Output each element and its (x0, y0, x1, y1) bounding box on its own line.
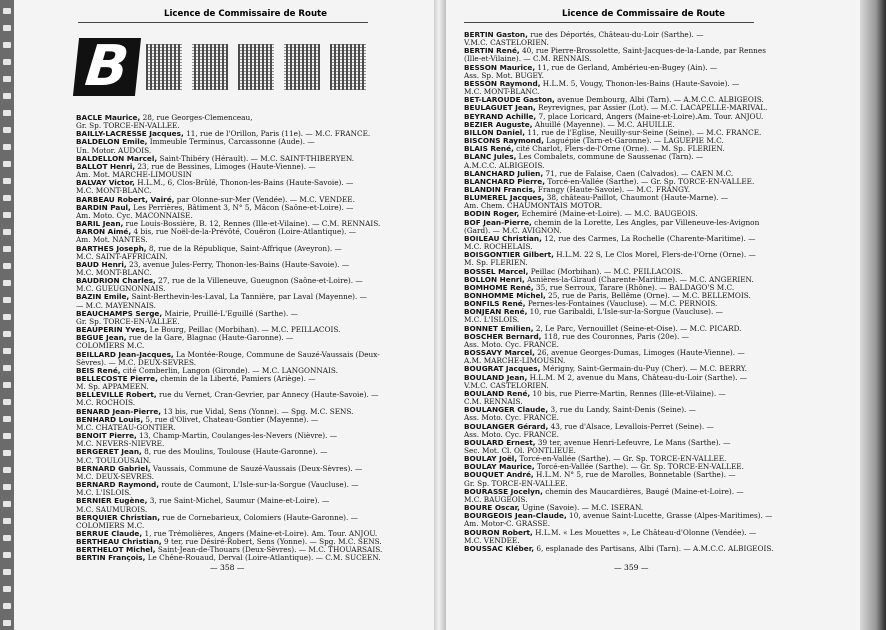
entry-detail: 25, rue de Paris, Bellême (Orne). — M.C. BELLEMOIS. (545, 291, 751, 300)
binder-hole (3, 535, 11, 541)
entry-detail: Ass. Moto. Cyc. FRANCE. (464, 429, 559, 439)
entry-detail: H.L.M., 6, Clos-Brûlé, Thonon-les-Bains (Haute-Savoie). — (134, 178, 354, 188)
entry-name: BALDELLON Marcel, (76, 153, 158, 163)
entry-line (76, 554, 426, 562)
entry-detail: rue de Cornebarieux, Colomiers (Haute-Garonne). — (160, 512, 358, 522)
binder-hole (3, 416, 11, 422)
entry-name: BALLOT Henri, (76, 161, 136, 171)
entry-detail: 8, rue des Moulins, Toulouse (Haute-Garonne). — (141, 447, 328, 457)
entry-detail: Les Perrières, Bâtiment 3, N° 5, Mâcon (Saône-et-Loire). — (130, 202, 354, 212)
entry-detail: Ass. Moto. Cyc. FRANCE. (464, 339, 559, 349)
entry-name: BOULANGER Gérard, (464, 421, 549, 431)
entry-detail: M.C. NEVERS-NIEVRE. (76, 439, 165, 449)
header-rule (464, 22, 754, 23)
entry-detail: 39 ter, avenue Henri-Lefeuvre, Le Mans (Sarthe). — (535, 437, 731, 447)
binder-hole (3, 246, 11, 252)
binder-hole (3, 280, 11, 286)
entry-name: BEIS René, (76, 365, 121, 375)
entry-name: BOILEAU Christian, (464, 233, 542, 243)
entry-name: BERNARD Raymond, (76, 480, 160, 490)
entry-name: BENARD Jean-Pierre, (76, 406, 162, 416)
entry-detail: route de Caumont, L'Isle-sur-la-Sorgue (Vaucluse). — (159, 480, 359, 490)
entry-detail: Gr. Sp. TORCE-EN-VALLEE. (76, 121, 180, 131)
entry-detail: A.M. MARCHE-LIMOUSIN. (464, 356, 566, 366)
entry-detail: Peillac (Morbihan). — M.C. PEILLACOIS. (528, 266, 683, 276)
entry-name: BEYRAND Achille, (464, 111, 537, 121)
entry-detail: H.L.M. M 2, avenue du Mans, Château-du-Loir (Sarthe). — (527, 372, 748, 382)
entry-detail: M.C. SAUMUROIS. (76, 504, 148, 514)
entry-detail: M.C. TOULOUSAIN. (76, 455, 152, 465)
entry-detail: M.C. MONT-BLANC. (76, 267, 152, 277)
entry-name: BLUMEREL Jacques, (464, 193, 545, 203)
entry-name: BLANCHARD Julien, (464, 168, 544, 178)
entry-detail: V.M.C. CASTELORIEN. (464, 38, 549, 48)
entry-detail: Saint-Thibéry (Hérault). — M.C. SAINT-THIBERYEN. (157, 153, 355, 163)
entry-detail: 118, rue des Couronnes, Paris (20e). — (541, 331, 689, 341)
entry-detail: Mairie, Pruillé-L'Eguillé (Sarthe). — (162, 308, 298, 318)
entry-detail: Laguépie (Tarn-et-Garonne). — LAGUEPIE M.C. (543, 136, 724, 146)
entry-detail: Am. Mot. NANTES. (76, 235, 148, 245)
entry-name: BOULARD Ernest, (464, 437, 536, 447)
entry-name: BOULAY Maurice, (464, 462, 535, 472)
entry-detail: M. Sp. FLERIEN. (464, 258, 528, 268)
entry-name: BESSON Raymond, (464, 78, 541, 88)
entry-detail: M.C. L'ISLOIS. (76, 488, 132, 498)
entry-name: BOUQUET André, (464, 470, 534, 480)
header-rule (78, 22, 368, 23)
entry-detail: Ass. Sp. Mot. BUGEY. (464, 70, 545, 80)
entry-detail: M.C. MONT-BLANC. (464, 87, 540, 97)
entry-detail: Pernes-les-Fontaines (Vaucluse). — M.C. PERNOIS. (525, 299, 718, 309)
entry-name: BAUD Henri, (76, 259, 127, 269)
entry-detail: H.L.M. 22 S, Le Clos Morel, Flers-de-l'Orne (Orne). — (553, 250, 756, 260)
entry-detail: 71, rue de Falaise, Caen (Calvados). — CAEN M.C. (543, 168, 734, 178)
page-edge-shadow (860, 0, 886, 630)
entry-detail: Le Chêne-Rouaud, Derval (Loire-Atlantique). — C.M. SUCEEN. (145, 553, 381, 563)
entry-detail: Ass. Moto. Cyc. FRANCE. (464, 413, 559, 423)
entry-name: BESSON Maurice, (464, 62, 536, 72)
entry-detail: chemin de la Lorette, Les Angles, par Villeneuve-les-Avignon (531, 217, 760, 227)
entry-detail: H.L.M. « Les Mouettes », Le Château-d'Olonne (Vendée). — (532, 527, 757, 537)
entry-detail: 5, rue d'Olivet, Chateau-Gontier (Mayenne). — (143, 414, 319, 424)
entry-detail: M.C. L'ISLOIS. (464, 315, 520, 325)
entry-detail: 7, place Loricard, Angers (Maine-et-Loire).Am. Tour. ANJOU. (536, 111, 764, 121)
binder-hole (3, 518, 11, 524)
entry-detail: M.C. ROCHOIS. (76, 398, 136, 408)
entry-detail: 35, rue Serroux, Tarare (Rhône). — BALDAGO'S M.C. (533, 282, 735, 292)
entry-detail: Gr. Sp. TORCE-EN-VALLEE. (76, 316, 180, 326)
binder-hole (3, 59, 11, 65)
binder-hole (3, 399, 11, 405)
entry-detail: M.C. BAUGEOIS. (464, 494, 528, 504)
binder-hole (3, 433, 11, 439)
book-gutter (434, 0, 446, 630)
entry-name: BELLECOSTE Pierre, (76, 374, 158, 383)
entry-name: BOUGRAT Jacques, (464, 364, 541, 374)
binder-hole (3, 382, 11, 388)
entry-detail: 26, avenue Georges-Dumas, Limoges (Haute-Vienne). — (534, 348, 745, 358)
left-page (14, 0, 434, 630)
entry-detail: rue Louis-Bossière, B. 12, Rennes (Ille-et-Vilaine). — C.M. RENNAIS. (123, 219, 381, 229)
entry-detail: rue du Vernet, Cran-Gevrier, par Annecy (Haute-Savoie). — (156, 390, 379, 400)
entry-name: BERNIER Eugène, (76, 496, 148, 506)
entry-detail: Sec. Mot. Cl. Ol. PONTLIEUE. (464, 445, 576, 455)
binder-hole (3, 42, 11, 48)
entry-name: BAZIN Emile, (76, 292, 130, 302)
entry-detail: COLOMIERS M.C. (76, 520, 145, 530)
entry-name: BOISGONTIER Gilbert, (464, 250, 554, 260)
entry-detail: La Montée-Rouge, Commune de Sauzé-Vaussais (Deux- (173, 349, 380, 359)
entry-name: BALDELON Emile, (76, 137, 148, 147)
entry-detail: cité Charlot, Flers-de-l'Orne (Orne). — M. Sp. FLERIEN. (513, 144, 725, 154)
entry-detail: 38, château-Paillot, Chaumont (Haute-Marne). — (544, 193, 729, 203)
entry-detail: 4 bis, rue Noël-de-la-Prévôté, Couëron (Loire-Atlantique). — (131, 227, 357, 237)
entry-detail: 11, rue de l'Eglise, Neuilly-sur-Seine (Seine). — M.C. FRANCE. (525, 127, 762, 137)
binder-hole (3, 586, 11, 592)
entry-detail: Torcé-en-Vallée (Sarthe). — Gr. Sp. TORCE-EN-VALLEE. (545, 176, 755, 186)
entry-detail: Sèvres). — M.C. DEUX-SEVRES. (76, 357, 197, 367)
binder-hole (3, 467, 11, 473)
entry-detail: Ahuillé (Mayenne). — M.C. AHUILLE. (532, 119, 675, 129)
entry-name: BOSSEL Marcel, (464, 266, 529, 276)
entry-name: BENOIT Pierre, (76, 431, 137, 441)
entry-detail: Am. Mot. MARCHE-LIMOUSIN (76, 170, 192, 180)
entry-detail: 23, rue de Bessines, Limoges (Haute-Vienne). — (135, 161, 316, 171)
entry-detail: COLOMIERS M.C. (76, 341, 145, 351)
entry-detail: 8, rue de la République, Saint-Affrique (Aveyron). — (146, 243, 342, 253)
entry-name: BOSSAVY Marcel, (464, 348, 535, 358)
binder-hole (3, 144, 11, 150)
binder-hole (3, 314, 11, 320)
entry-detail: — M.C. MAYENNAIS. (76, 300, 156, 310)
entry-detail: A.M.C.C. ALBIGEOIS. (464, 160, 545, 170)
entry-detail: 3, rue du Landy, Saint-Denis (Seine). — (548, 405, 696, 415)
binder-hole (3, 297, 11, 303)
binder-hole (3, 552, 11, 558)
entry-name: BERTIN Gaston, (464, 30, 528, 39)
entry-name: BLANDIN Francis, (464, 184, 536, 194)
binder-hole (3, 8, 11, 14)
entry-detail: M.C. GUEUGNONNAIS. (76, 284, 166, 294)
entry-detail: 1, rue Trémolières, Angers (Maine-et-Loire). Am. Tour. ANJOU. (142, 528, 378, 538)
entry-name: BARTHES Joseph, (76, 243, 147, 253)
entry-name: BOF Jean-Pierre, (464, 217, 532, 227)
entry-name: BEULAGUET Jean, (464, 103, 536, 113)
entry-name: BET-LAROUDE Gaston, (464, 95, 555, 105)
entry-name: BEZIER Auguste, (464, 119, 533, 129)
right-page (446, 0, 860, 630)
entry-name: BLANC Jules, (464, 152, 517, 162)
entry-name: BERTHEAU Christian, (76, 537, 162, 547)
entry-detail: (Gard). — M.C. AVIGNON. (464, 225, 562, 235)
entry-name: BERQUIER Christian, (76, 512, 161, 522)
entry-detail: 3, rue Saint-Michel, Saumur (Maine-et-Loire). — (147, 496, 330, 506)
entry-name: BOMHOME René, (464, 282, 534, 292)
entry-detail: M. Sp. APPAMEEN. (76, 382, 149, 392)
entry-list (76, 114, 426, 563)
entry-detail: M.C. MONT-BLANC. (76, 186, 152, 196)
entry-detail: Les Combalets, commune de Saussenac (Tarn). — (516, 152, 704, 162)
binder-hole (3, 484, 11, 490)
entry-detail: cité Comberlin, Langon (Gironde). — M.C. LANGONNAIS. (120, 365, 338, 375)
entry-detail: M.C. SAINT-AFFRICAIN. (76, 251, 168, 261)
entry-list (464, 31, 816, 553)
entry-detail: Torcé-en-Vallée (Sarthe). — Gr. Sp. TORCE-EN-VALLEE. (517, 454, 727, 464)
entry-detail: Saint-Berthevin-les-Laval, La Tannière, par Laval (Mayenne). — (129, 292, 367, 302)
entry-detail: 10, rue Garibaldi, L'Isle-sur-la-Sorgue (Vaucluse). — (527, 307, 723, 317)
entry-detail: 2, Le Parc, Vernouillet (Seine-et-Oise). — M.C. PICARD. (533, 323, 742, 333)
entry-detail: 27, rue de la Villeneuve, Gueugnon (Saône-et-Loire). — (155, 276, 363, 286)
binder-hole (3, 212, 11, 218)
letter-banner (76, 34, 376, 99)
entry-name: BERTIN René, (464, 46, 520, 56)
entry-detail: 11, rue de Gerland, Ambérieu-en-Bugey (Ain). — (535, 62, 718, 72)
entry-name: BARDIN Paul, (76, 202, 131, 212)
entry-detail: Am. Motor-C. GRASSE. (464, 519, 551, 529)
entry-name: BOULAND René, (464, 388, 531, 398)
entry-detail: Immeuble Terminus, Carcassonne (Aude). — (147, 137, 315, 147)
entry-detail: M.C. VENDEE. (464, 535, 520, 545)
entry-detail: V.M.C. CASTELORIEN. (464, 380, 549, 390)
entry-name: BOULANGER Claude, (464, 405, 549, 415)
entry-detail: 12, rue des Carmes, La Rochelle (Charente-Maritime). — (541, 233, 756, 243)
entry-detail: Le Bourg, Peillac (Morbihan). — M.C. PEILLACOIS. (147, 325, 341, 335)
entry-name: BOLLON Henri, (464, 274, 525, 284)
entry-name: BOSCHER Bernard, (464, 331, 542, 341)
binder-hole (3, 620, 11, 626)
entry-name: BEILLARD Jean-Jacques, (76, 349, 174, 359)
entry-detail: chemin de la Liberté, Pamiers (Ariège). — (157, 374, 316, 383)
entry-name: BODIN Roger, (464, 209, 520, 219)
entry-name: BENHARD Louis, (76, 414, 144, 424)
entry-detail: 9 ter, rue Désiré-Robert, Sens (Yonne). — Spg. M.C. SENS. (161, 537, 382, 547)
entry-name: BARBEAU Robert, Vairé, (76, 194, 175, 204)
entry-name: BOULAND Jean, (464, 372, 528, 382)
entry-detail: 43, rue d'Alsace, Levallois-Perret (Seine). — (548, 421, 714, 431)
entry-name: BACLE Maurice, (76, 113, 141, 122)
entry-detail: rue de la Gare, Blagnac (Haute-Garonne). — (126, 333, 294, 343)
entry-name: BOURGEOIS Jean-Claude, (464, 511, 567, 521)
binder-strip (0, 0, 14, 630)
page-number: — 358 — (210, 563, 245, 572)
entry-name: BERNARD Gabriel, (76, 463, 151, 473)
entry-detail: par Olonne-sur-Mer (Vendée). — M.C. VENDEE. (174, 194, 355, 204)
binder-hole (3, 603, 11, 609)
entry-name: BAILLY-LACRESSE Jacques, (76, 129, 184, 139)
entry-name: BONNET Emilien, (464, 323, 534, 333)
binder-hole (3, 178, 11, 184)
entry-detail: Torcé-en-Vallée (Sarthe). — Gr. Sp. TORCE-EN-VALLEE. (534, 462, 744, 472)
entry-detail: M.C. ROCHELAIS. (464, 242, 533, 252)
entry-name: BARIL Jean, (76, 219, 124, 229)
entry-detail: 13, Champ-Martin, Coulanges-les-Nevers (Nièvre). — (136, 431, 338, 441)
entry-detail: C.M. RENNAIS. (464, 397, 523, 407)
entry-detail: rue des Déportés, Château-du-Loir (Sarthe). — (527, 30, 704, 39)
entry-name: BERTHELOT Michel, (76, 545, 156, 555)
entry-name: BLANCHARD Pierre, (464, 176, 546, 186)
page-number: — 359 — (614, 563, 649, 572)
entry-detail: Vaussais, Commune de Sauzé-Vaussais (Deux-Sèvres). — (150, 463, 363, 473)
entry-name: BEGUE Jean, (76, 333, 127, 343)
binder-hole (3, 348, 11, 354)
running-header: Licence de Commissaire de Route (164, 9, 327, 19)
entry-detail: Gr. Sp. TORCE-EN-VALLEE. (464, 478, 568, 488)
entry-detail: Mérigny, Saint-Germain-du-Puy (Cher). — M.C. BERRY. (540, 364, 747, 374)
entry-name: BOULAY Joël, (464, 454, 518, 464)
entry-name: BILLON Daniel, (464, 127, 526, 137)
entry-name: BISCONS Raymond, (464, 136, 544, 146)
entry-detail: 40, rue Pierre-Brossolette, Saint-Jacques-de-la-Lande, par Rennes (519, 46, 766, 56)
section-letter: B (73, 38, 141, 96)
entry-detail: Asnières-la-Giraud (Charente-Maritime). — M.C. ANGERIEN. (524, 274, 754, 284)
entry-detail: M.C. DEUX-SEVRES. (76, 471, 154, 481)
binder-hole (3, 229, 11, 235)
entry-name: BELLEVILLE Robert, (76, 390, 157, 400)
entry-detail: 23, avenue Jules-Ferry, Thonon-les-Bains (Haute-Savoie). — (126, 259, 350, 269)
entry-detail: H.L.M. 5, Vougy, Thonon-les-Bains (Haute-Savoie). — (540, 78, 740, 88)
binder-hole (3, 450, 11, 456)
entry-detail: Am. Chem. CHAUMONTAIS MOTOR. (464, 201, 603, 211)
entry-detail: avenue Dembourg, Albi (Tarn). — A.M.C.C. ALBIGEOIS. (554, 95, 764, 105)
entry-detail: Ugine (Savoie). — M.C. ISERAN. (519, 503, 644, 513)
entry-detail: Echemiré (Maine-et-Loire). — M.C. BAUGEOIS. (519, 209, 698, 219)
entry-name: BOURASSE Jocelyn, (464, 486, 543, 496)
entry-detail: Saint-Jean-de-Thouars (Deux-Sèvres). — M.C. THOUARSAIS. (155, 545, 383, 555)
running-header: Licence de Commissaire de Route (562, 9, 725, 19)
binder-hole (3, 365, 11, 371)
entry-detail: 28, rue Georges-Clemenceau, (140, 113, 253, 122)
entry-name: BONFILS René, (464, 299, 526, 309)
entry-name: BONJEAN René, (464, 307, 528, 317)
entry-name: BEAUCHAMPS Serge, (76, 308, 163, 318)
binder-hole (3, 127, 11, 133)
entry-detail: chemin des Maucardières, Baugé (Maine-et-Loire). — (542, 486, 744, 496)
binder-hole (3, 501, 11, 507)
decorative-pattern (146, 44, 376, 90)
entry-detail: 10 bis, rue Pierre-Martin, Rennes (Ille-et-Vilaine). — (530, 388, 726, 398)
entry-name: BOUSSAC Kléber, (464, 543, 534, 553)
entry-name: BOURON Robert, (464, 527, 533, 537)
binder-hole (3, 569, 11, 575)
binder-hole (3, 331, 11, 337)
entry-name: BERTIN François, (76, 553, 146, 563)
entry-detail: (Ille-et-Vilaine). — C.M. RENNAIS. (464, 54, 592, 64)
entry-detail: Reyrevignes, par Assier (Lot). — M.C. LACAPELLE-MARIVAL. (535, 103, 768, 113)
entry-name: BONHOMME Michel, (464, 291, 546, 300)
entry-detail: 6, esplanade des Partisans, Albi (Tarn). — A.M.C.C. ALBIGEOIS. (534, 543, 774, 553)
entry-name: BEAUPERIN Yves, (76, 325, 148, 335)
binder-hole (3, 110, 11, 116)
binder-hole (3, 93, 11, 99)
entry-detail: Am. Moto. Cyc. MACONNAISE. (76, 210, 193, 220)
entry-name: BERGERET Jean, (76, 447, 142, 457)
entry-detail: 10, avenue Saint-Lucette, Grasse (Alpes-Maritimes). — (566, 511, 773, 521)
binder-hole (3, 25, 11, 31)
entry-detail: 11, rue de l'Orillon, Paris (11e). — M.C. FRANCE. (183, 129, 371, 139)
entry-detail: 13 bis, rue Vidal, Sens (Yonne). — Spg. M.C. SENS. (161, 406, 354, 416)
binder-hole (3, 195, 11, 201)
entry-detail: Frangy (Haute-Savoie). — M.C. FRANGY. (535, 184, 691, 194)
entry-detail: H.L.M. N° 5, rue de Marolles, Bonnetable (Sarthe). — (533, 470, 736, 480)
entry-line (464, 545, 816, 553)
binder-hole (3, 263, 11, 269)
entry-detail: Un. Motor. AUDOIS. (76, 145, 152, 155)
entry-name: BALVAY Victor, (76, 178, 135, 188)
binder-hole (3, 161, 11, 167)
entry-name: BAUDRION Charles, (76, 276, 156, 286)
entry-name: BOURE Oscar, (464, 503, 520, 513)
entry-name: BLAIS René, (464, 144, 514, 154)
entry-name: BARON Aimé, (76, 227, 132, 237)
binder-hole (3, 76, 11, 82)
entry-name: BERRUE Claude, (76, 528, 143, 538)
entry-detail: M.C. CHATEAU-GONTIER. (76, 422, 176, 432)
